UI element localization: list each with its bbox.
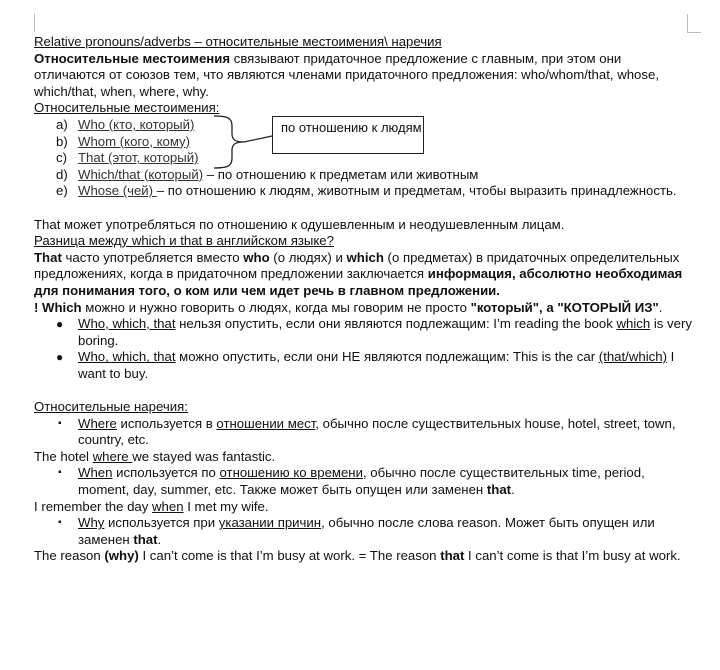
list-item: ● Who, which, that нельзя опустить, если они являются подлежащим: I’m reading the book which is very boring.	[56, 316, 692, 348]
rule-bullet-list	[34, 316, 694, 382]
intro-paragraph: Относительные местоимения связывают придаточное предложение с главным, при этом они отличаются от союзов тем, что являются членами придаточного предложения: who/whom/that, whose, which/that, when, where, why.	[34, 50, 659, 99]
margin-corner-right-vertical	[687, 14, 688, 32]
bullet-icon: ▪	[58, 517, 62, 529]
list-item: ▪ Why используется при указании причин, обычно после слова reason. Может быть опущен или заменен that.	[58, 515, 655, 547]
blank-line	[34, 200, 694, 217]
adverb-where-list	[34, 416, 694, 449]
bullet-icon: ▪	[58, 417, 62, 429]
adverb-why-list	[34, 515, 694, 548]
list-item: ▪ Where используется в отношении мест, обычно после существительных house, hotel, street, town, country, etc.	[58, 415, 676, 448]
bullet-icon: ●	[56, 317, 64, 332]
list-item: ▪ When используется по отношению ко времени, обычно после существительных time, period, moment, day, summer, etc. Также может быть опущен или заменен that.	[58, 465, 645, 498]
list-item: a) Who (кто, который)	[56, 116, 195, 132]
list-item: ● Who, which, that можно опустить, если они НЕ являются подлежащим: This is the car (that/which) I want to buy.	[56, 349, 675, 381]
adverbs-heading: Относительные наречия:	[34, 399, 188, 415]
margin-corner-right-horizontal	[687, 32, 701, 33]
bullet-icon: ●	[56, 350, 64, 365]
margin-corner-left	[34, 14, 35, 32]
list-item: e) Whose (чей) – по отношению к людям, животным и предметам, чтобы выразить принадлежность.	[56, 183, 677, 199]
document-body[interactable]	[34, 34, 694, 565]
blank-line	[34, 382, 694, 399]
why-example: The reason (why) I can’t come is that I’m busy at work. = The reason that I can’t come is that I’m busy at work.	[34, 548, 681, 564]
when-example: I remember the day when I met my wife.	[34, 498, 269, 514]
document-title: Relative pronouns/adverbs – относительные местоимения\ наречия	[34, 34, 442, 49]
bullet-icon: ▪	[58, 467, 62, 479]
list-item: c) That (этот, который)	[56, 150, 199, 166]
difference-heading: Разница между which и that в английском языке?	[34, 233, 334, 249]
that-usage-paragraph: That может употребляться по отношению к одушевленным и неодушевленным лицам.	[34, 216, 565, 232]
callout-textbox[interactable]: по отношению к людям	[272, 116, 424, 154]
adverb-when-list	[34, 465, 694, 498]
difference-paragraph: That часто употребляется вместо who (о людях) и which (о предметах) в придаточных определительных предложениях, когда в придаточном предложении заключается информация, абсолютно необходимая для понимания того, о ком или чем идет речь в главном предложении.	[34, 249, 683, 298]
curly-brace-icon	[210, 114, 274, 170]
pronouns-heading: Относительные местоимения:	[34, 100, 220, 116]
list-item: b) Whom (кого, кому)	[56, 133, 191, 149]
note-paragraph: ! Which можно и нужно говорить о людях, когда мы говорим не просто "который", а "КОТОРЫЙ ИЗ".	[34, 299, 663, 315]
where-example: The hotel where we stayed was fantastic.	[34, 448, 276, 464]
list-item: d) Which/that (который) – по отношению к предметам или животным	[56, 166, 479, 182]
